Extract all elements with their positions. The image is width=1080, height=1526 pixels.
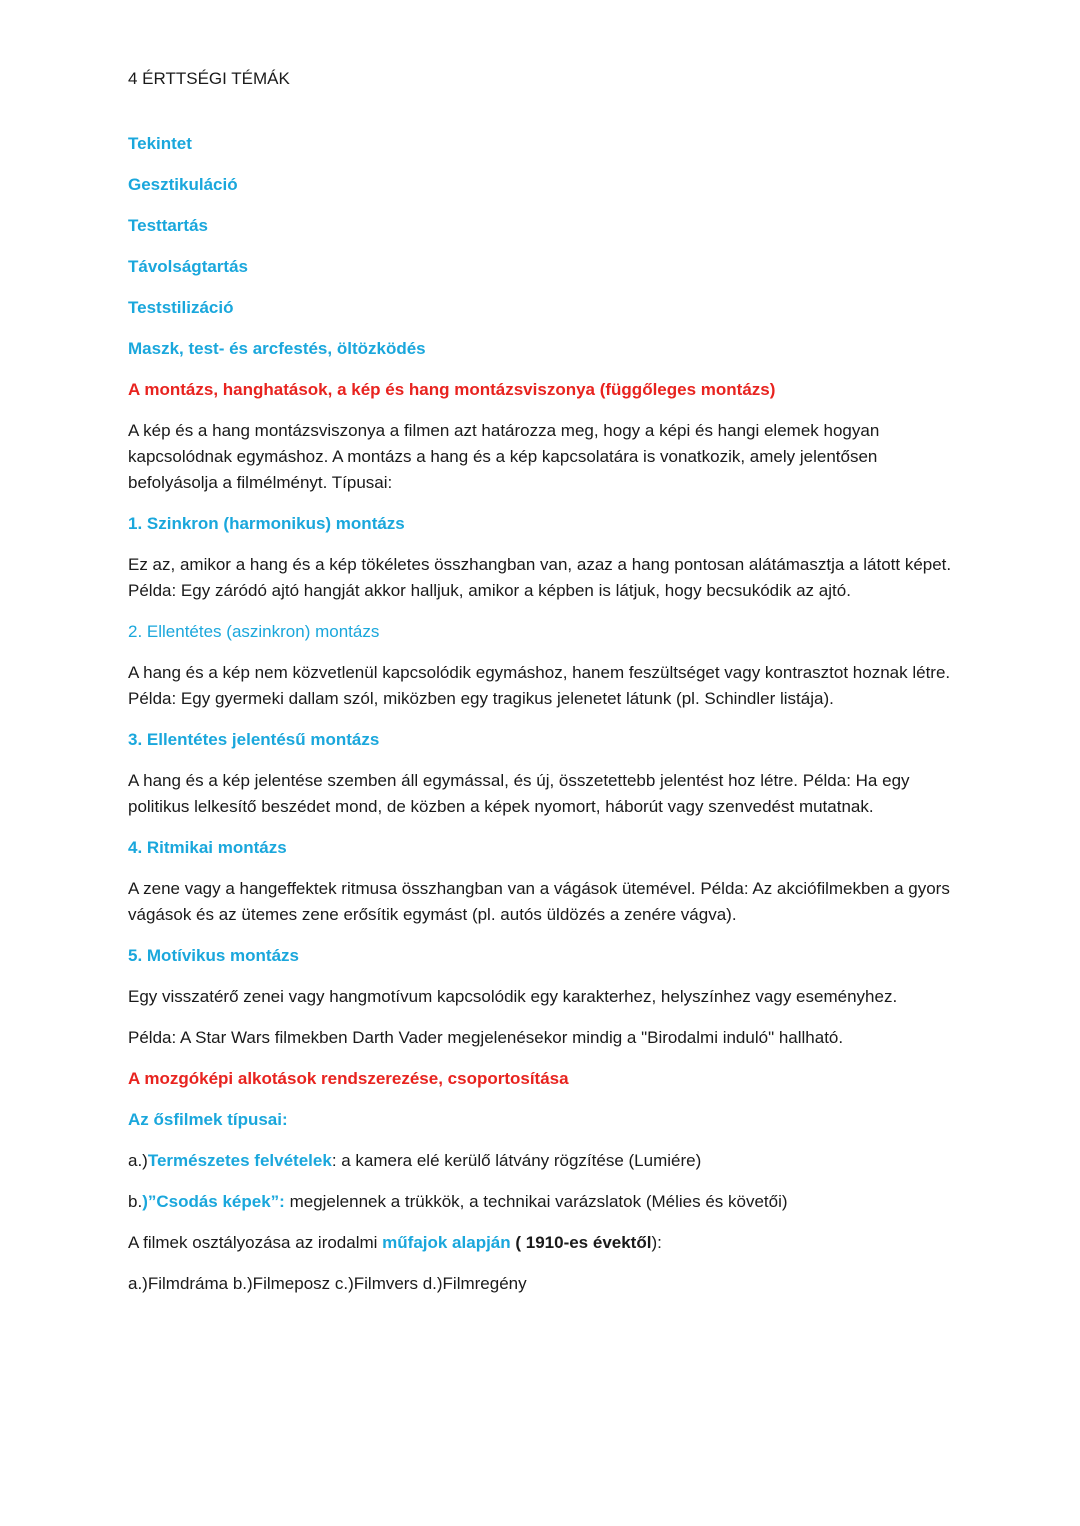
early-film-type-a [128,1148,958,1174]
item-b-prefix: b. [128,1192,143,1211]
genre-classification-line [128,1230,958,1256]
type-5-title: 5. Motívikus montázs [128,946,299,965]
list-item-distance: Távolságtartás [128,257,248,276]
section-montage-intro: A kép és a hang montázsviszonya a filmen azt határozza meg, hogy a képi és hangi elemek hogyan kapcsolódnak egymáshoz. A montázs a hang és a kép kapcsolatára is vonatkozik, amely jelentősen befolyásolja a filmélményt. Típusai: [128,421,880,492]
genre-list: a.)Filmdráma b.)Filmeposz c.)Filmvers d.)Filmregény [128,1274,527,1293]
section-early-films-subtitle: Az ősfilmek típusai: [128,1110,288,1129]
type-2-text: A hang és a kép nem közvetlenül kapcsolódik egymáshoz, hanem feszültséget vagy kontrasztot hoznak létre. Példa: Egy gyermeki dallam szól, miközben egy tragikus jelenetet látunk (pl. Schindler listája). [128,663,951,708]
list-item-mask: Maszk, test- és arcfestés, öltözködés [128,339,426,358]
type-1-text: Ez az, amikor a hang és a kép tökéletes összhangban van, azaz a hang pontosan alátámasztja a látott képet. Példa: Egy záródó ajtó hangját akkor halljuk, amikor a képben is látjuk, hogy becsukódik az ajtó. [128,555,952,600]
type-2-title: 2. Ellentétes (aszinkron) montázs [128,622,380,641]
list-item-gesture: Gesztikuláció [128,175,238,194]
type-4-text: A zene vagy a hangeffektek ritmusa összhangban van a vágások ütemével. Példa: Az akciófilmekben a gyors vágások és az ütemes zene erősítik egymást (pl. autós üldözés a zenére vágva). [128,879,950,924]
item-a-rest: : a kamera elé kerülő látvány rögzítése (Lumiére) [331,1151,702,1170]
type-1-title: 1. Szinkron (harmonikus) montázs [128,514,405,533]
list-item-posture: Testtartás [128,216,208,235]
item-b-term: )”Csodás képek”: [142,1192,285,1211]
document-page [128,66,958,1297]
page-header: 4 ÉRTTSÉGI TÉMÁK [128,69,290,88]
type-4-title: 4. Ritmikai montázs [128,838,287,857]
genre-post: ): [651,1233,662,1252]
item-b-rest: megjelennek a trükkök, a technikai varázslatok (Mélies és követői) [284,1192,788,1211]
early-film-type-b [128,1189,958,1215]
list-item-gaze: Tekintet [128,134,192,153]
section-montage-title: A montázs, hanghatások, a kép és hang montázsviszonya (függőleges montázs) [128,380,776,399]
list-item-stylization: Teststilizáció [128,298,234,317]
item-a-prefix: a.) [128,1151,148,1170]
genre-mid: ( 1910-es évektől [510,1233,652,1252]
item-a-term: Természetes felvételek [147,1151,332,1170]
genre-term: műfajok alapján [382,1233,511,1252]
section-classification-title: A mozgóképi alkotások rendszerezése, csoportosítása [128,1069,569,1088]
type-3-text: A hang és a kép jelentése szemben áll egymással, és új, összetettebb jelentést hoz létre. Példa: Ha egy politikus lelkesítő beszédet mond, de közben a képek nyomort, háborút vagy szenvedést mutatnak. [128,771,910,816]
type-5-example: Példa: A Star Wars filmekben Darth Vader megjelenésekor mindig a "Birodalmi induló" hallható. [128,1028,844,1047]
type-3-title: 3. Ellentétes jelentésű montázs [128,730,380,749]
genre-pre: A filmek osztályozása az irodalmi [128,1233,383,1252]
type-5-text: Egy visszatérő zenei vagy hangmotívum kapcsolódik egy karakterhez, helyszínhez vagy eseményhez. [128,987,898,1006]
